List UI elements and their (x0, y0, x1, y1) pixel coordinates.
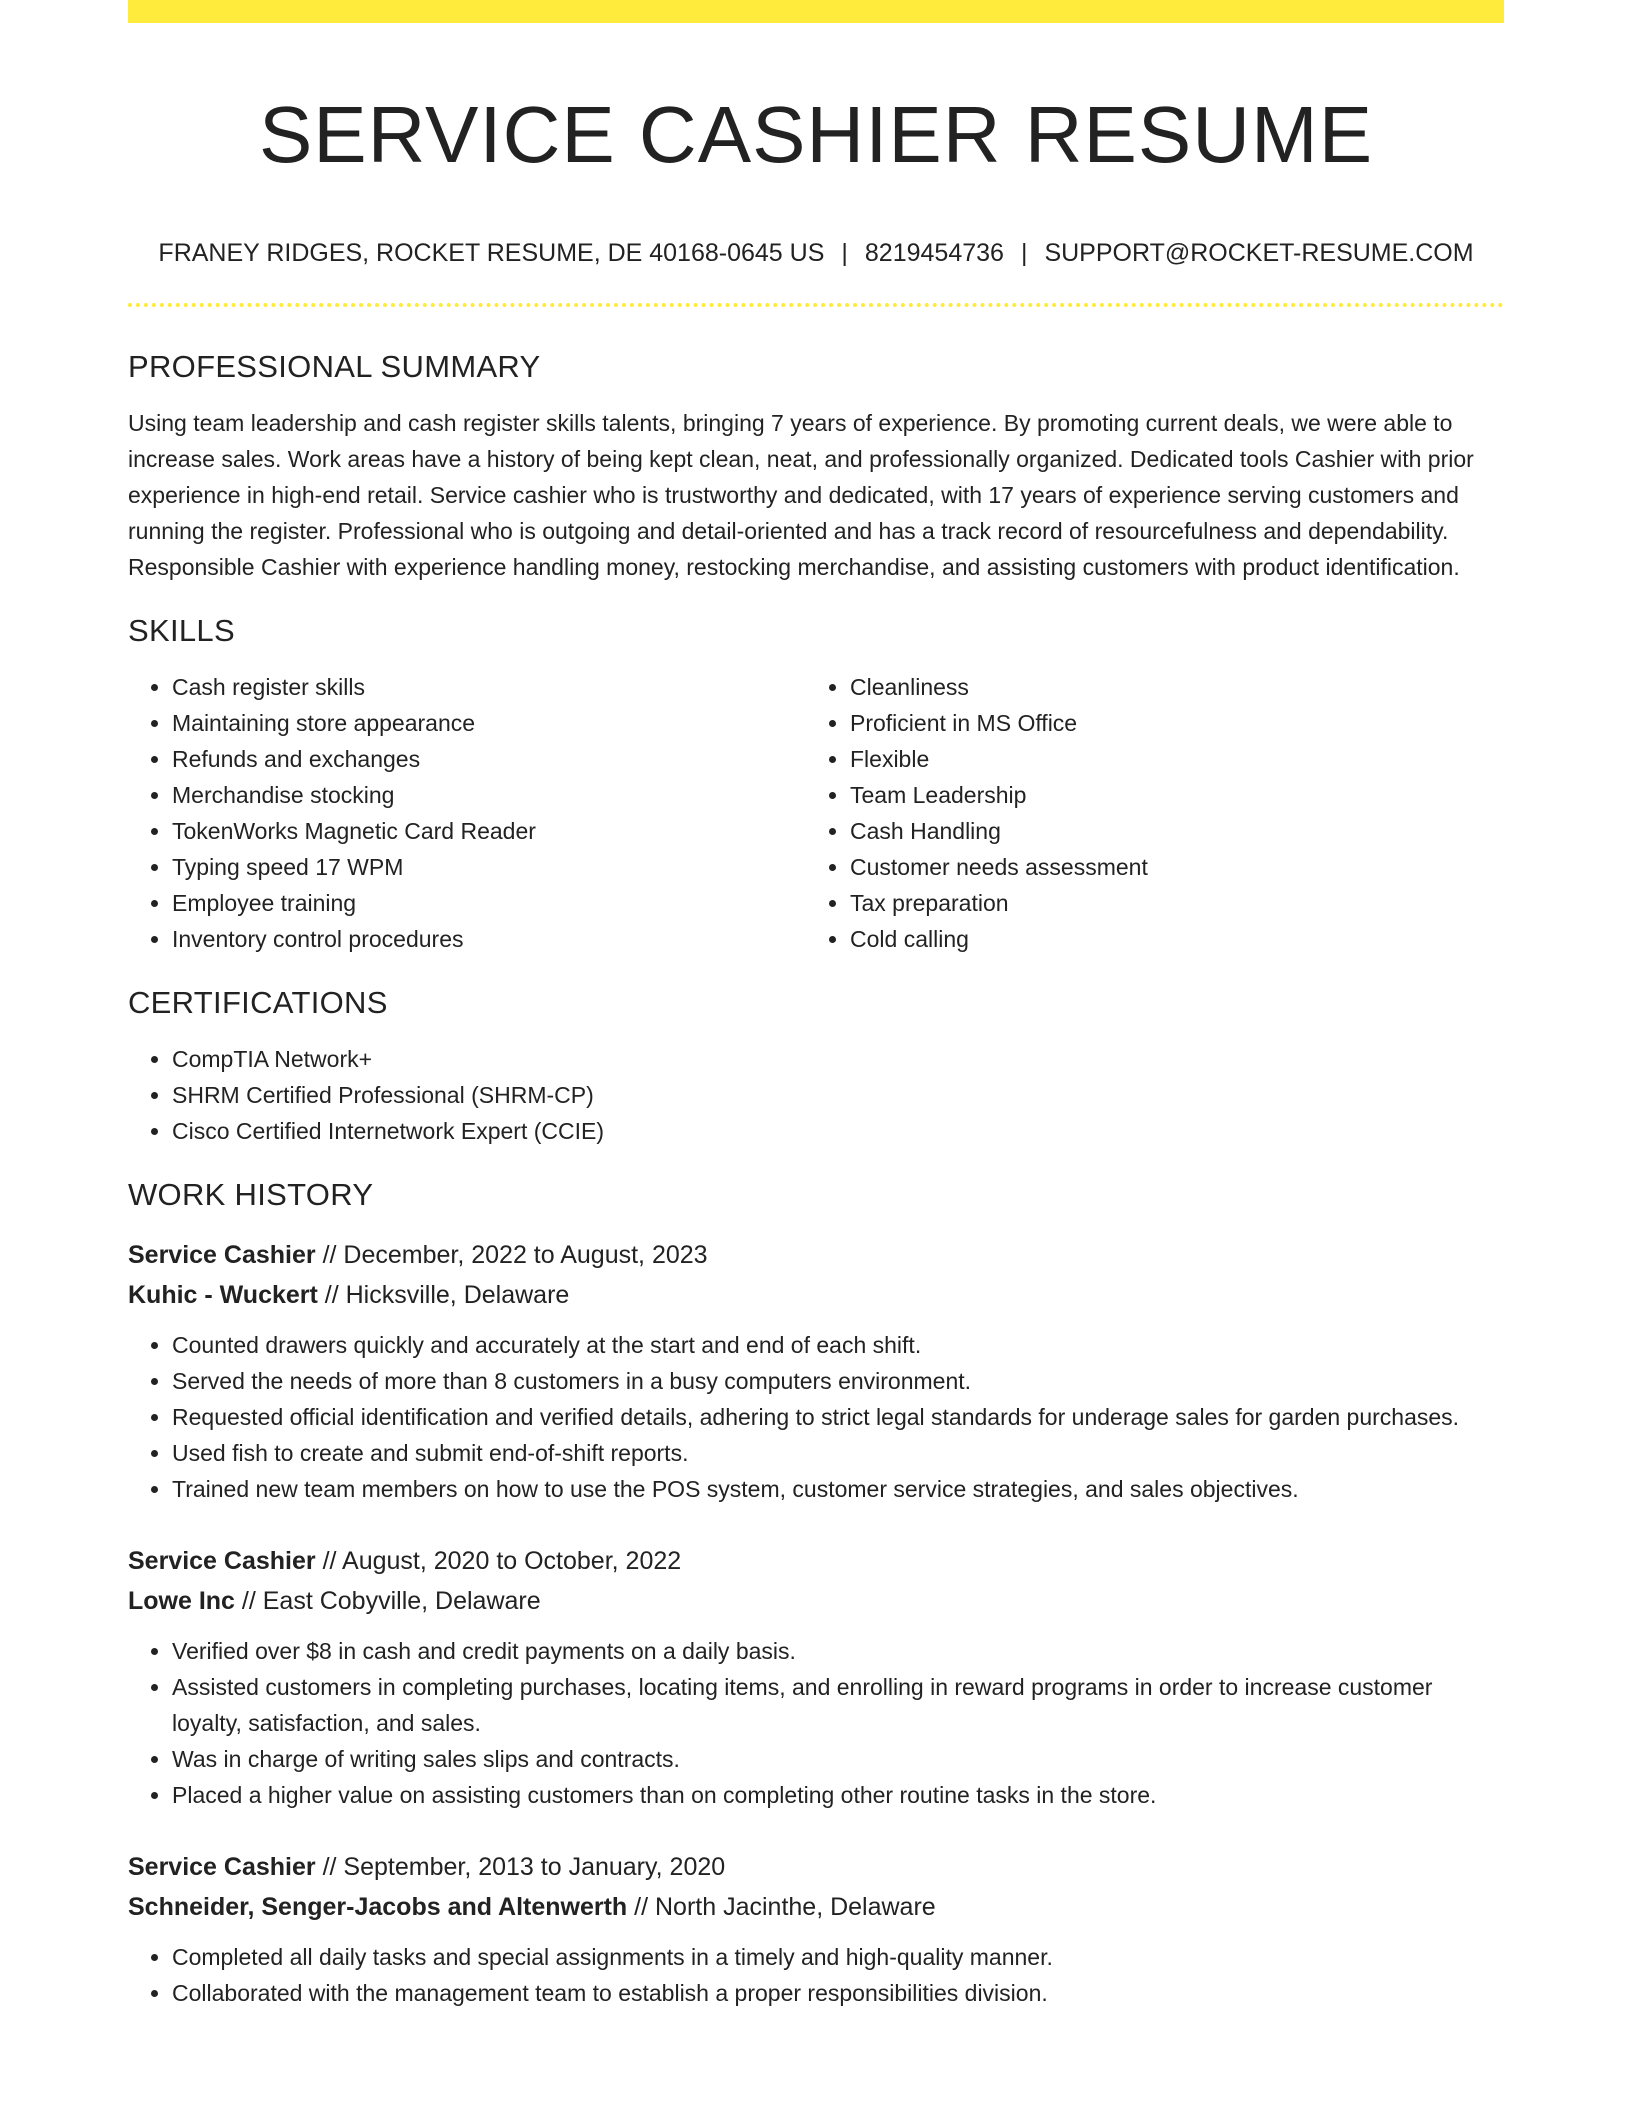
job-duty-item: • Served the needs of more than 8 customers in a busy computers environment. (172, 1363, 1504, 1399)
job-entry (128, 1847, 1504, 2011)
job-entry (128, 1235, 1504, 1507)
contact-email: SUPPORT@ROCKET-RESUME.COM (1044, 239, 1474, 267)
job-duty-item: • Counted drawers quickly and accurately at the start and end of each shift. (172, 1327, 1504, 1363)
job-dates: // December, 2022 to August, 2023 (315, 1241, 708, 1269)
job-duty-item: • Collaborated with the management team to establish a proper responsibilities division. (172, 1975, 1504, 2011)
skills-columns (128, 669, 1504, 957)
job-title: Service Cashier (128, 1241, 316, 1269)
job-entry (128, 1541, 1504, 1813)
job-dates: // September, 2013 to January, 2020 (315, 1853, 726, 1881)
job-duty-item: • Trained new team members on how to use the POS system, customer service strategies, and sales objectives. (172, 1471, 1504, 1507)
job-title-line (128, 1847, 1504, 1887)
skill-item: • Inventory control procedures (172, 921, 806, 957)
job-duty-item: • Placed a higher value on assisting customers than on completing other routine tasks in the store. (172, 1777, 1504, 1813)
accent-top-bar (128, 0, 1504, 23)
job-title: Service Cashier (128, 1547, 316, 1575)
contact-separator: | (1020, 239, 1028, 267)
job-company-line (128, 1581, 1504, 1621)
job-location: // Hicksville, Delaware (317, 1281, 570, 1309)
job-title-line (128, 1541, 1504, 1581)
skill-item: • Cash register skills (172, 669, 806, 705)
skill-item: • Flexible (850, 741, 1484, 777)
skill-item: • Team Leadership (850, 777, 1484, 813)
skills-list-left (128, 669, 806, 957)
job-company: Kuhic - Wuckert (128, 1281, 318, 1309)
summary-paragraph: Using team leadership and cash register skills talents, bringing 7 years of experience. By promoting current deals, we were able to increase sales. Work areas have a history of being kept clean, neat, and professionally organized. Dedicated tools Cashier with prior experience in high-end retail. Service cashier who is trustworthy and dedicated, with 17 years of experience serving customers and running the register. Professional who is outgoing and detail-oriented and has a track record of resourcefulness and dependability. Responsible Cashier with experience handling money, restocking merchandise, and assisting customers with product identification. (128, 410, 1474, 580)
skill-item: • Tax preparation (850, 885, 1484, 921)
job-duties-list (128, 1633, 1504, 1813)
job-duty-item: • Completed all daily tasks and special assignments in a timely and high-quality manner. (172, 1939, 1504, 1975)
skills-list-right (806, 669, 1484, 957)
skill-item: • Cleanliness (850, 669, 1484, 705)
job-company: Lowe Inc (128, 1587, 235, 1615)
job-title: Service Cashier (128, 1853, 316, 1881)
job-duties-list (128, 1939, 1504, 2011)
section-heading-skills: SKILLS (128, 613, 235, 648)
resume-title: SERVICE CASHIER RESUME (258, 90, 1374, 179)
job-company-line (128, 1887, 1504, 1927)
job-company-line (128, 1275, 1504, 1315)
certification-item: • CompTIA Network+ (172, 1041, 1504, 1077)
certification-item: • SHRM Certified Professional (SHRM-CP) (172, 1077, 1504, 1113)
skill-item: • Proficient in MS Office (850, 705, 1484, 741)
skill-item: • Maintaining store appearance (172, 705, 806, 741)
skill-item: • Customer needs assessment (850, 849, 1484, 885)
job-duties-list (128, 1327, 1504, 1507)
certifications-list (128, 1041, 1504, 1149)
job-duty-item: • Requested official identification and verified details, adhering to strict legal standards for underage sales for garden purchases. (172, 1399, 1504, 1435)
contact-address: FRANEY RIDGES, ROCKET RESUME, DE 40168-0645 US (158, 239, 825, 267)
contact-separator: | (841, 239, 848, 267)
section-heading-summary: PROFESSIONAL SUMMARY (128, 349, 541, 384)
job-location: // North Jacinthe, Delaware (627, 1893, 936, 1921)
job-dates: // August, 2020 to October, 2022 (315, 1547, 682, 1575)
certification-item: • Cisco Certified Internetwork Expert (CCIE) (172, 1113, 1504, 1149)
job-location: // East Cobyville, Delaware (234, 1587, 541, 1615)
contact-phone: 8219454736 (864, 239, 1004, 267)
section-heading-certifications: CERTIFICATIONS (128, 985, 388, 1020)
job-company: Schneider, Senger-Jacobs and Altenwerth (128, 1893, 628, 1921)
skill-item: • Typing speed 17 WPM (172, 849, 806, 885)
skill-item: • Employee training (172, 885, 806, 921)
skill-item: • Refunds and exchanges (172, 741, 806, 777)
dotted-divider (128, 303, 1504, 307)
skill-item: • Cash Handling (850, 813, 1484, 849)
job-title-line (128, 1235, 1504, 1275)
job-duty-item: • Assisted customers in completing purchases, locating items, and enrolling in reward programs in order to increase customer loyalty, satisfaction, and sales. (172, 1669, 1504, 1741)
skill-item: • Cold calling (850, 921, 1484, 957)
section-heading-work-history: WORK HISTORY (128, 1177, 374, 1212)
skills-column-left (128, 669, 806, 957)
job-duty-item: • Verified over $8 in cash and credit payments on a daily basis. (172, 1633, 1504, 1669)
skill-item: • TokenWorks Magnetic Card Reader (172, 813, 806, 849)
job-duty-item: • Was in charge of writing sales slips and contracts. (172, 1741, 1504, 1777)
job-duty-item: • Used fish to create and submit end-of-shift reports. (172, 1435, 1504, 1471)
contact-line (128, 237, 1504, 269)
skill-item: • Merchandise stocking (172, 777, 806, 813)
skills-column-right (806, 669, 1484, 957)
resume-page (128, 0, 1504, 2011)
